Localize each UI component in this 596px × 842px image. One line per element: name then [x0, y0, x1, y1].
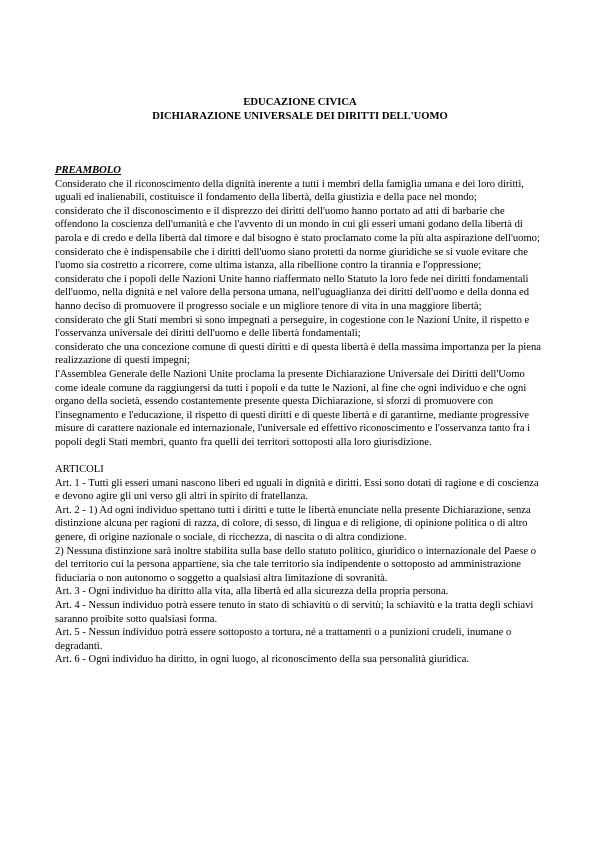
document-page	[55, 96, 545, 667]
preambolo-section	[55, 164, 545, 449]
article-paragraph: 2) Nessuna distinzione sarà inoltre stabilita sulla base dello statuto politico, giuridico o internazionale del Paese o del territorio cui la persona appartiene, sia che tale territorio sia indipendente o sottoposto ad amministrazione fiduciaria o non autonomo o soggetto a qualsiasi altra limitazione di sovranità.	[55, 545, 537, 584]
article-paragraph: Art. 5 - Nessun individuo potrà essere sottoposto a tortura, né a trattamenti o a punizioni crudeli, inumane o degradanti.	[55, 627, 512, 652]
preambolo-paragraph: considerato che i popoli delle Nazioni Unite hanno riaffermato nello Statuto la loro fede nei diritti fondamentali dell'uomo, nella dignità e nel valore della persona umana, nell'uguaglianza dei diritti dell'uomo e della donna ed hanno deciso di promuovere il progresso sociale e un migliore tenore di vita in una maggiore libertà;	[55, 273, 530, 312]
preambolo-paragraph: considerato che è indispensabile che i diritti dell'uomo siano protetti da norme giuridiche se si vuole evitare che l'uomo sia costretto a ricorrere, come ultima istanza, alla ribellione contro la tirannia e l'oppressione;	[55, 246, 528, 272]
preambolo-paragraph: considerato che il disconoscimento e il disprezzo dei diritti dell'uomo hanno portato ad atti di barbarie che offendono la coscienza dell'umanità e che l'avvento di un mondo in cui gli esseri umani godano della libertà di parola e di credo e della libertà dal timore e dal bisogno è stato proclamato come la più alta aspirazione dell'uomo;	[55, 205, 540, 244]
article-paragraph: Art. 6 - Ogni individuo ha diritto, in ogni luogo, al riconoscimento della sua personalità giuridica.	[55, 654, 469, 666]
article-paragraph: Art. 4 - Nessun individuo potrà essere tenuto in stato di schiavitù o di servitù; la schiavitù e la tratta degli schiavi saranno proibite sotto qualsiasi forma.	[55, 600, 534, 625]
article-paragraph: Art. 2 - 1) Ad ogni individuo spettano tutti i diritti e tutte le libertà enunciate nella presente Dichiarazione, senza distinzione alcuna per ragioni di razza, di colore, di sesso, di lingua e di religione, di opinione politica o di altro genere, di origine nazionale o sociale, di ricchezza, di nascita o di altra condizione.	[55, 504, 531, 544]
preambolo-paragraph: considerato che una concezione comune di questi diritti e di questa libertà è della massima importanza per la piena realizzazione di questi impegni;	[55, 341, 541, 367]
heading-title: DICHIARAZIONE UNIVERSALE DEI DIRITTI DELL'UOMO	[152, 110, 448, 122]
articoli-title: ARTICOLI	[55, 464, 104, 476]
document-heading	[55, 96, 545, 123]
articoli-section	[55, 463, 545, 667]
article-paragraph: Art. 1 - Tutti gli esseri umani nascono liberi ed uguali in dignità e diritti. Essi sono dotati di ragione e di coscienza e devono agire gli uni verso gli altri in spirito di fratellanza.	[55, 477, 539, 503]
article-paragraph: Art. 3 - Ogni individuo ha diritto alla vita, alla libertà ed alla sicurezza della propria persona.	[55, 586, 449, 598]
preambolo-paragraph: l'Assemblea Generale delle Nazioni Unite proclama la presente Dichiarazione Universale dei Diritti dell'Uomo come ideale comune da raggiungersi da tutti i popoli e da tutte le Nazioni, al fine che ogni individuo e che ogni organo della società, essendo costantemente presente questa Dichiarazione, si sforzi di promuovere con l'insegnamento e l'educazione, il rispetto di questi diritti e di queste libertà e di garantirne, mediante progressive misure di carattere nazionale ed internazionale, l'universale ed effettivo riconoscimento e l'osservanza tanto fra i popoli degli Stati membri, quanto fra quelli dei territori sottoposti alla loro giurisdizione.	[55, 368, 531, 448]
preambolo-title: PREAMBOLO	[55, 165, 121, 176]
preambolo-paragraph: Considerato che il riconoscimento della dignità inerente a tutti i membri della famiglia umana e dei loro diritti, uguali ed inalienabili, costituisce il fondamento della libertà, della giustizia e della pace nel mondo;	[55, 178, 524, 204]
preambolo-paragraph: considerato che gli Stati membri si sono impegnati a perseguire, in cogestione con le Nazioni Unite, il rispetto e l'osservanza universale dei diritti dell'uomo e delle libertà fondamentali;	[55, 314, 530, 340]
heading-subject: EDUCAZIONE CIVICA	[243, 97, 357, 108]
